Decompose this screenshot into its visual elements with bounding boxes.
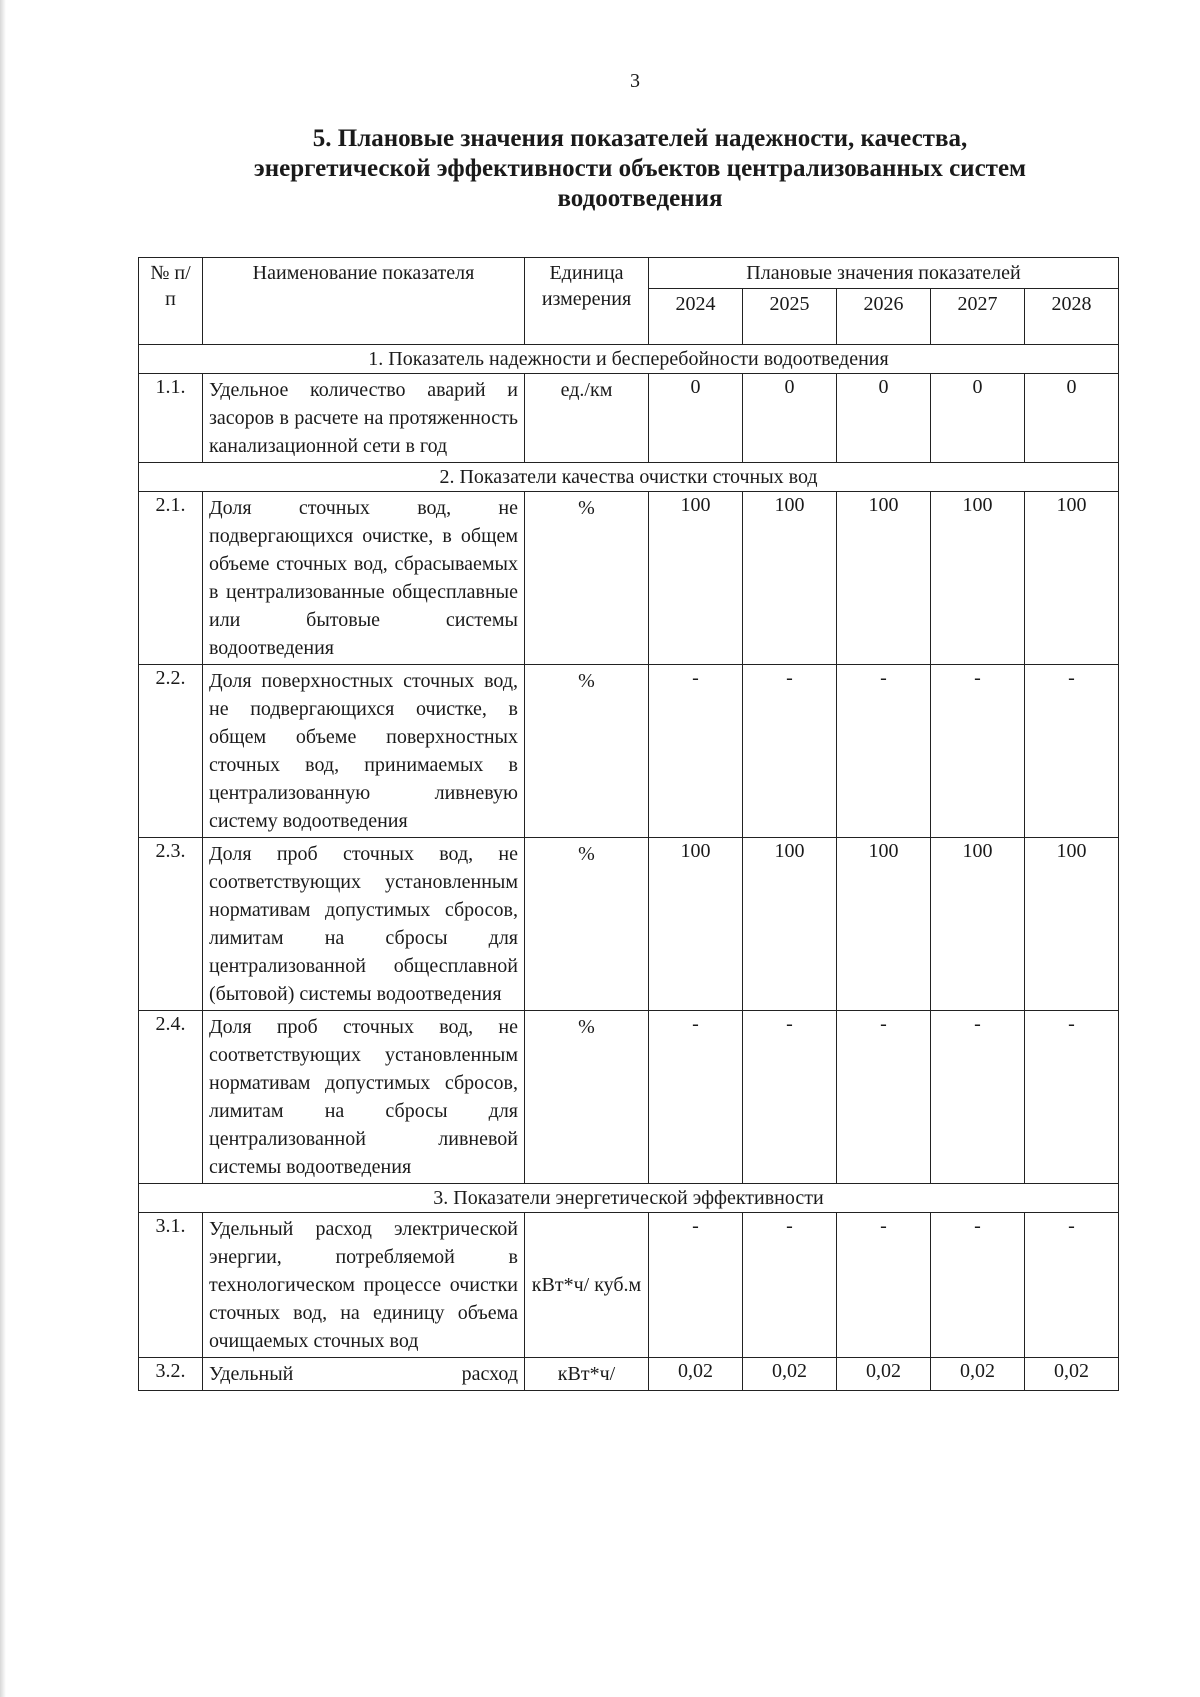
row-value: - <box>649 1213 743 1358</box>
row-value: 0 <box>1025 374 1119 463</box>
table-row <box>139 1011 1119 1184</box>
table-row <box>139 838 1119 1011</box>
header-year: 2025 <box>743 289 837 345</box>
page-heading: 5. Плановые значения показателей надежности, качества, энергетической эффективности объектов централизованных систем водоотведения <box>253 125 1027 212</box>
row-value: - <box>649 1011 743 1184</box>
row-name: Удельный расход электрической энергии, потребляемой в технологическом процессе очистки сточных вод, на единицу объема очищаемых сточных вод <box>203 1213 525 1358</box>
section-title: 3. Показатели энергетической эффективности <box>139 1184 1119 1213</box>
row-value: - <box>743 1011 837 1184</box>
row-value: 0,02 <box>931 1358 1025 1391</box>
header-year: 2027 <box>931 289 1025 345</box>
row-value: 100 <box>837 838 931 1011</box>
row-value: 100 <box>837 492 931 665</box>
table-row <box>139 374 1119 463</box>
header-year: 2028 <box>1025 289 1119 345</box>
row-value: 100 <box>1025 838 1119 1011</box>
row-value: 0 <box>931 374 1025 463</box>
row-value: - <box>743 665 837 838</box>
row-num: 3.1. <box>139 1213 203 1358</box>
section-title: 1. Показатель надежности и бесперебойности водоотведения <box>139 345 1119 374</box>
header-year: 2026 <box>837 289 931 345</box>
table-row <box>139 1358 1119 1391</box>
header-year: 2024 <box>649 289 743 345</box>
row-value: - <box>837 1011 931 1184</box>
row-value: - <box>743 1213 837 1358</box>
table-row <box>139 1213 1119 1358</box>
table-row <box>139 665 1119 838</box>
row-value: 0,02 <box>837 1358 931 1391</box>
row-num: 2.1. <box>139 492 203 665</box>
row-name: Доля поверхностных сточных вод, не подвергающихся очистке, в общем объеме поверхностных сточных вод, принимаемых в централизованную ливневую систему водоотведения <box>203 665 525 838</box>
row-value: 0 <box>743 374 837 463</box>
row-value: 100 <box>1025 492 1119 665</box>
row-value: 0,02 <box>649 1358 743 1391</box>
row-num: 2.3. <box>139 838 203 1011</box>
row-value: - <box>1025 665 1119 838</box>
header-num: № п/п <box>139 258 203 345</box>
row-unit: ед./км <box>525 374 649 463</box>
row-value: - <box>931 1011 1025 1184</box>
row-value: - <box>1025 1213 1119 1358</box>
row-unit: % <box>525 1011 649 1184</box>
header-planned: Плановые значения показателей <box>649 258 1119 289</box>
row-unit: % <box>525 492 649 665</box>
indicators-table <box>138 257 1119 1391</box>
row-name: Удельный расход <box>203 1358 525 1391</box>
header-name: Наименование показателя <box>203 258 525 345</box>
row-value: - <box>837 665 931 838</box>
row-name: Доля сточных вод, не подвергающихся очистке, в общем объеме сточных вод, сбрасываемых в централизованные общесплавные или бытовые системы водоотведения <box>203 492 525 665</box>
section-title: 2. Показатели качества очистки сточных вод <box>139 463 1119 492</box>
row-value: - <box>649 665 743 838</box>
scan-edge-shadow <box>0 0 6 1697</box>
row-value: - <box>931 665 1025 838</box>
row-unit: % <box>525 838 649 1011</box>
table-row <box>139 492 1119 665</box>
row-value: 0,02 <box>743 1358 837 1391</box>
page-number: 3 <box>630 70 640 92</box>
row-value: 0,02 <box>1025 1358 1119 1391</box>
row-num: 2.2. <box>139 665 203 838</box>
row-value: 0 <box>837 374 931 463</box>
row-value: 100 <box>743 838 837 1011</box>
header-unit: Единица измерения <box>525 258 649 345</box>
row-name: Удельное количество аварий и засоров в расчете на протяженность канализационной сети в год <box>203 374 525 463</box>
row-value: 100 <box>931 492 1025 665</box>
row-name: Доля проб сточных вод, не соответствующих установленным нормативам допустимых сбросов, лимитам на сбросы для централизованной общесплавной (бытовой) системы водоотведения <box>203 838 525 1011</box>
row-unit: кВт*ч/ <box>525 1358 649 1391</box>
row-num: 3.2. <box>139 1358 203 1391</box>
row-num: 2.4. <box>139 1011 203 1184</box>
row-unit: кВт*ч/ куб.м <box>525 1213 649 1358</box>
row-value: - <box>837 1213 931 1358</box>
row-value: 0 <box>649 374 743 463</box>
row-value: 100 <box>931 838 1025 1011</box>
row-unit: % <box>525 665 649 838</box>
row-value: 100 <box>649 838 743 1011</box>
row-value: - <box>931 1213 1025 1358</box>
row-value: 100 <box>649 492 743 665</box>
row-name: Доля проб сточных вод, не соответствующих установленным нормативам допустимых сбросов, лимитам на сбросы для централизованной ливневой системы водоотведения <box>203 1011 525 1184</box>
row-value: 100 <box>743 492 837 665</box>
row-value: - <box>1025 1011 1119 1184</box>
row-num: 1.1. <box>139 374 203 463</box>
